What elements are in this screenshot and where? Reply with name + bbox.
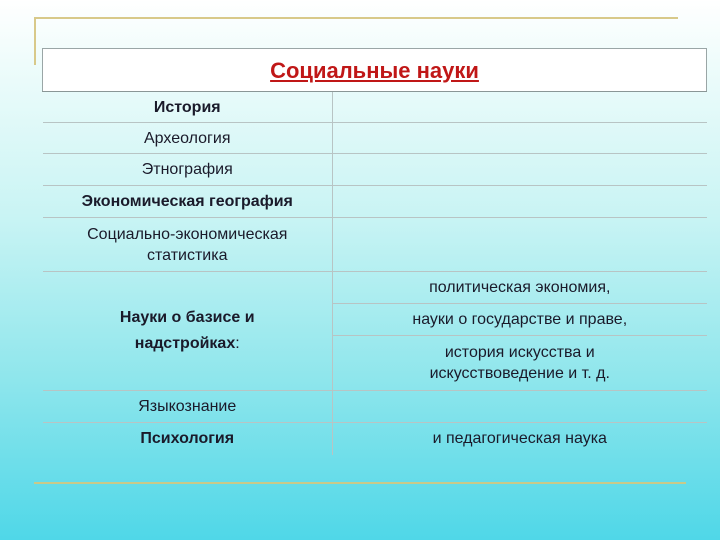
row-econ-geography-left: Экономическая география <box>43 186 333 218</box>
row-linguistics-left: Языкознание <box>43 391 333 423</box>
basis-right-political-economy: политическая экономия, <box>333 272 707 304</box>
row-history-right <box>333 92 707 123</box>
basis-line1: Науки о базисе и <box>119 309 255 326</box>
left-frame-line <box>34 17 36 65</box>
art-history-line1: история искусства и <box>444 344 595 361</box>
row-psychology-right: и педагогическая наука <box>432 430 607 448</box>
top-frame-line <box>34 17 678 19</box>
basis-right-state-law: науки о государстве и праве, <box>333 304 707 336</box>
socio-econ-stats-line1: Социально-экономическая <box>87 225 288 243</box>
row-psychology-left: Психология <box>43 423 333 455</box>
row-econ-geography-right <box>333 186 707 218</box>
social-sciences-table <box>42 48 706 455</box>
row-archaeology-right <box>333 123 707 154</box>
row-socio-econ-stats-right <box>333 218 707 272</box>
basis-line2: надстройках <box>134 335 236 352</box>
art-history-line2: искусствоведение и т. д. <box>429 365 610 382</box>
basis-right-art-history <box>333 336 707 391</box>
row-ethnography-left: Этнография <box>43 154 333 186</box>
row-ethnography-right <box>333 154 707 186</box>
row-basis-left <box>43 272 333 391</box>
row-archaeology-left: Археология <box>43 123 333 154</box>
row-socio-econ-stats-left <box>43 218 333 272</box>
bottom-frame-line <box>34 482 686 484</box>
socio-econ-stats-line2: статистика <box>147 246 228 264</box>
row-linguistics-right <box>333 391 707 423</box>
basis-line2-colon: : <box>235 335 240 352</box>
row-history-left: История <box>43 92 333 123</box>
table-title: Социальные науки <box>43 49 707 92</box>
